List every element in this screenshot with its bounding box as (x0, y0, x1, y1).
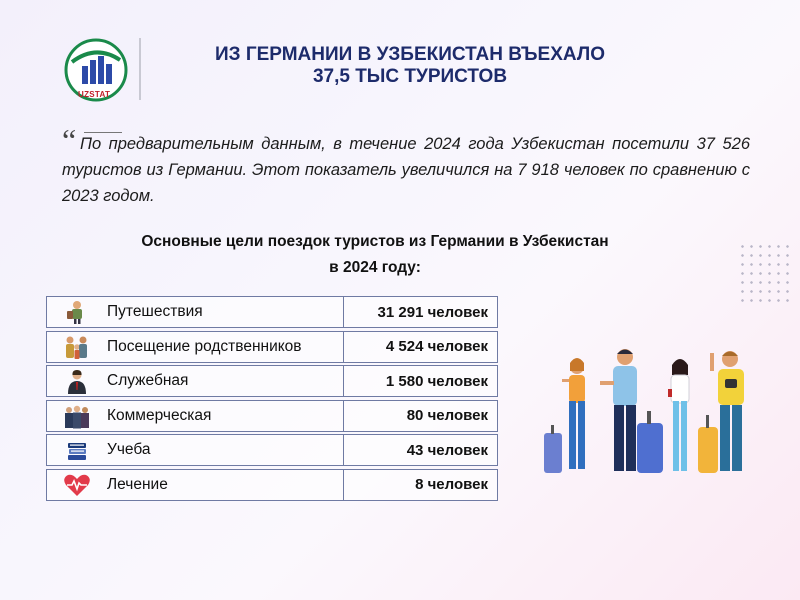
row-label: Служебная (107, 372, 189, 389)
businessman-icon (47, 367, 107, 395)
title-line-2: 37,5 ТЫС ТУРИСТОВ (312, 66, 508, 87)
table-row (46, 400, 498, 432)
row-label-cell (47, 297, 344, 327)
tourists-illustration (540, 345, 765, 480)
table-title-line-2: в 2024 году: (329, 259, 421, 276)
row-label-cell (47, 470, 344, 500)
table-row (46, 469, 498, 501)
logo-text: UZSTAT (78, 90, 111, 99)
row-label: Лечение (107, 475, 168, 493)
title-line-1: ИЗ ГЕРМАНИИ В УЗБЕКИСТАН ВЪЕХАЛО (215, 44, 605, 65)
row-label: Коммерческая (107, 406, 212, 424)
row-label: Путешествия (107, 303, 203, 320)
intro-paragraph: По предварительным данным, в течение 2024 года Узбекистан посетили 37 526 туристов из Германии. Этот показатель увеличился на 7 918 человек по сравнению с 2023 годом. (62, 135, 750, 205)
row-label-cell (47, 332, 344, 362)
table-row (46, 296, 498, 328)
table-title (95, 229, 655, 281)
row-value: 4 524 человек (385, 338, 488, 355)
row-label-cell (47, 435, 344, 465)
table-row (46, 331, 498, 363)
row-value: 31 291 человек (377, 303, 488, 321)
row-label: Посещение родственников (107, 337, 302, 355)
business-group-icon (47, 402, 107, 430)
row-label: Учеба (107, 441, 151, 458)
traveler-icon (47, 298, 107, 326)
family-icon (47, 333, 107, 361)
row-label-cell (47, 366, 344, 396)
page-title (160, 44, 660, 88)
heartbeat-icon (47, 471, 107, 499)
row-value: 80 человек (406, 407, 488, 424)
row-value: 43 человек (406, 441, 488, 459)
row-label-cell (47, 401, 344, 431)
purpose-table (46, 296, 498, 503)
header-divider (139, 38, 141, 100)
quote-icon: “ (62, 122, 77, 158)
decorative-dots (738, 242, 794, 304)
row-value: 1 580 человек (385, 372, 488, 390)
row-value: 8 человек (415, 476, 488, 493)
table-title-line-1: Основные цели поездок туристов из Германии в Узбекистан (141, 233, 609, 250)
table-row (46, 434, 498, 466)
books-icon (47, 436, 107, 464)
table-row (46, 365, 498, 397)
